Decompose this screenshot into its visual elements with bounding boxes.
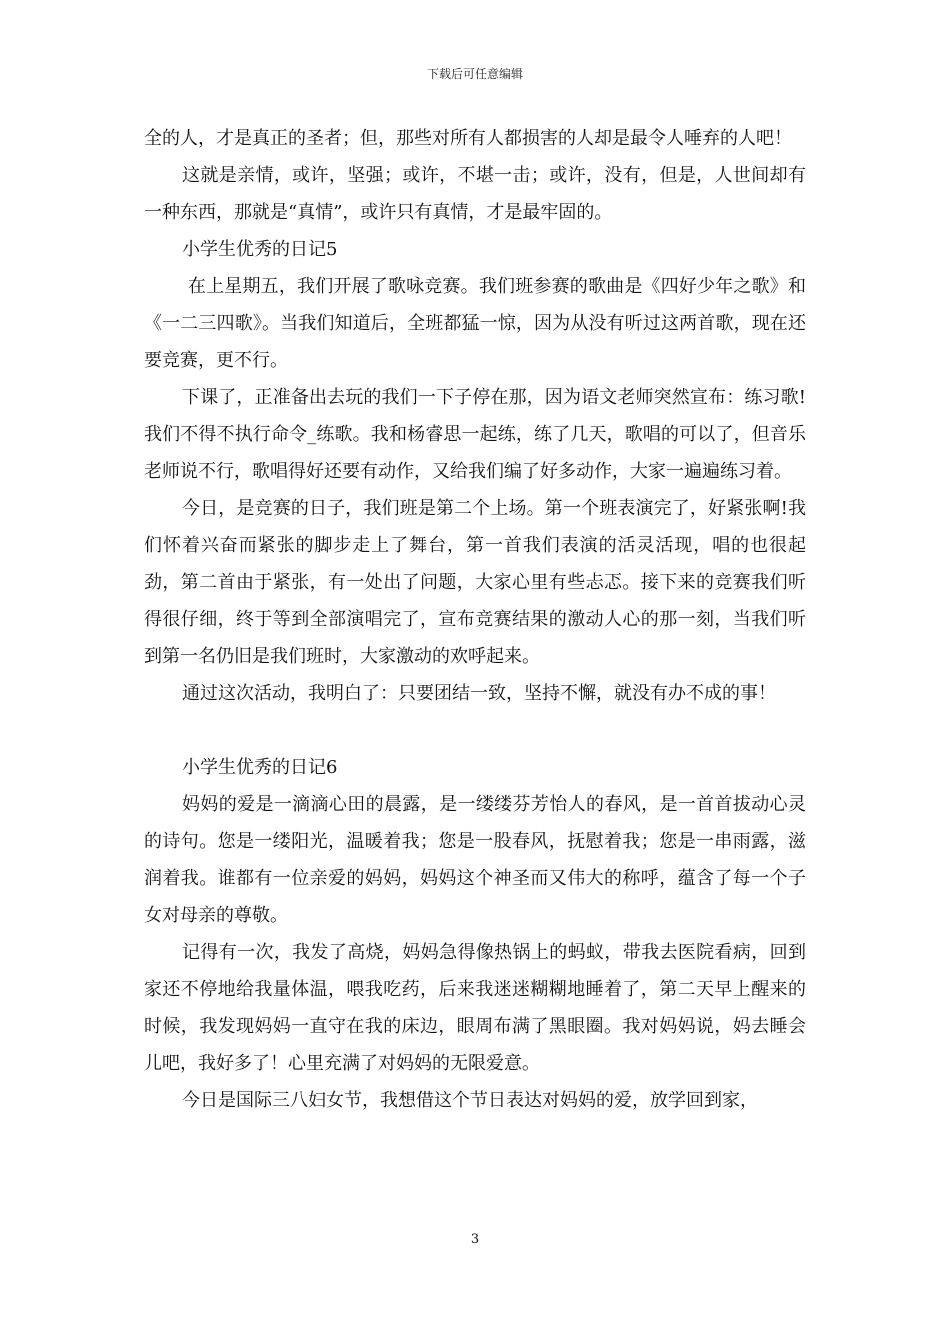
diary-title-6: 小学生优秀的日记6 xyxy=(182,757,338,778)
paragraph-contest-day: 今日，是竞赛的日子，我们班是第二个上场。第一个班表演完了，好紧张啊!我们怀着兴奋而紧张的脚步走上了舞台，第一首我们表演的活灵活现，唱的也很起劲，第二首由于紧张，有一处出了问题，大家心里有些忐忑。接下来的竞赛我们听得很仔细，终于等到全部演唱完了，宣布竞赛结果的激动人心的那一刻，当我们听到第一名仍旧是我们班时，大家激动的欢呼起来。 xyxy=(144,498,806,667)
paragraph-fever-memory: 记得有一次，我发了高烧，妈妈急得像热锅上的蚂蚁，带我去医院看病，回到家还不停地给我量体温，喂我吃药，后来我迷迷糊糊地睡着了，第二天早上醒来的时候，我发现妈妈一直守在我的床边，眼周布满了黑眼圈。我对妈妈说，妈去睡会儿吧，我好多了！心里充满了对妈妈的无限爱意。 xyxy=(144,942,806,1074)
document-body xyxy=(144,120,806,1119)
page-header: 下载后可任意编辑 xyxy=(426,67,523,81)
diary-title-5: 小学生优秀的日记5 xyxy=(182,239,338,260)
paragraph-singing-contest: 在上星期五，我们开展了歌咏竞赛。我们班参赛的歌曲是《四好少年之歌》和《一二三四歌》。当我们知道后，全班都猛一惊，因为从没有听过这两首歌，现在还要竞赛，更不行。 xyxy=(144,276,806,371)
paragraph-mother-love: 妈妈的爱是一滴滴心田的晨露，是一缕缕芬芳怡人的春风，是一首首拔动心灵的诗句。您是一缕阳光，温暖着我；您是一股春风，抚慰着我；您是一串雨露，滋润着我。谁都有一位亲爱的妈妈，妈妈这个神圣而又伟大的称呼，蕴含了每一个子女对母亲的尊敬。 xyxy=(144,794,806,926)
paragraph-womens-day: 今日是国际三八妇女节，我想借这个节日表达对妈妈的爱，放学回到家， xyxy=(182,1090,758,1111)
paragraph-family-love: 这就是亲情，或许，坚强；或许，不堪一击；或许，没有，但是，人世间却有一种东西，那就是“真情”，或许只有真情，才是最牢固的。 xyxy=(144,165,806,223)
paragraph-continued: 全的人，才是真正的圣者；但，那些对所有人都损害的人却是最令人唾弃的人吧！ xyxy=(144,128,792,149)
paragraph-lesson: 通过这次活动，我明白了：只要团结一致，坚持不懈，就没有办不成的事！ xyxy=(182,683,776,704)
blank-line xyxy=(144,712,806,749)
page-number: 3 xyxy=(470,1232,480,1247)
paragraph-practice: 下课了，正准备出去玩的我们一下子停在那，因为语文老师突然宣布：练习歌!我们不得不执行命令_练歌。我和杨睿思一起练，练了几天，歌唱的可以了，但音乐老师说不行，歌唱得好还要有动作，又给我们编了好多动作，大家一遍遍练习着。 xyxy=(144,387,806,482)
